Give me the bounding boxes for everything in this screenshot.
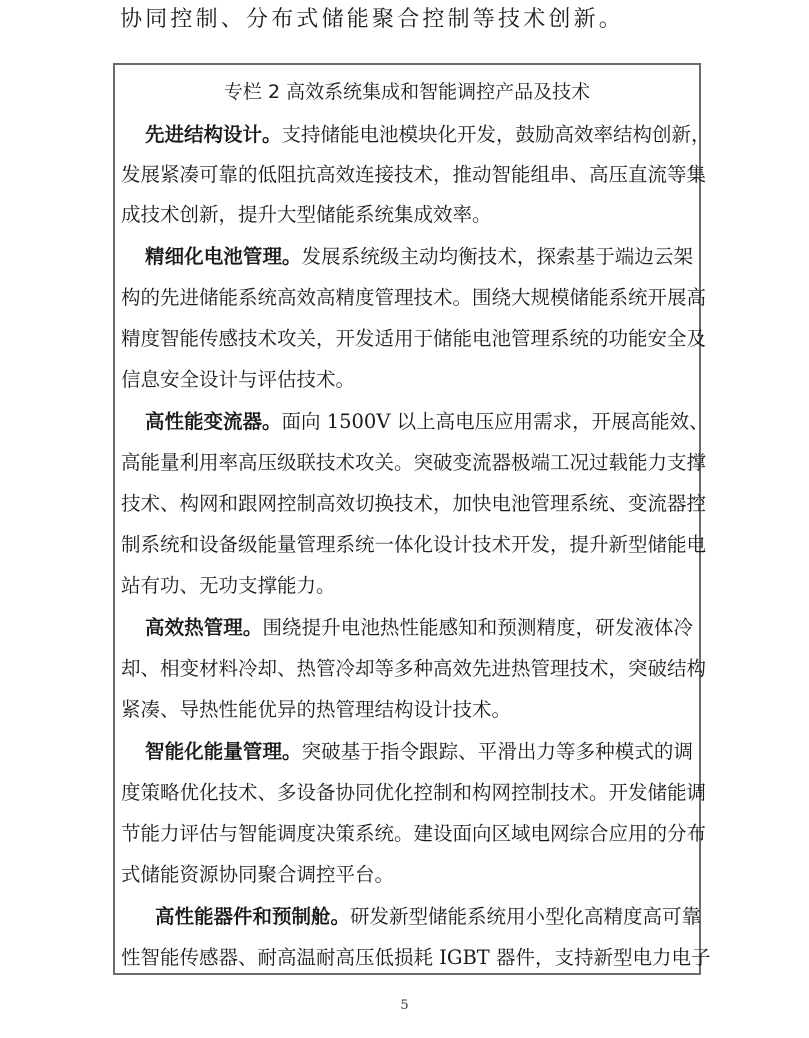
- section-text: 突破基于指令跟踪、平滑出力等多种模式的调: [301, 740, 693, 763]
- section-heading: 高性能变流器。: [145, 410, 282, 433]
- section-text: 支持储能电池模块化开发，鼓励高效率结构创新，: [281, 123, 711, 146]
- section-text: 发展系统级主动均衡技术，探索基于端边云架: [301, 245, 693, 268]
- section-line: 高能量利用率高压级联技术攻关。突破变流器极端工况过载能力支撑: [121, 451, 707, 474]
- page-number: 5: [400, 998, 409, 1013]
- box-title: 专栏 2 高效系统集成和智能调控产品及技术: [223, 81, 591, 103]
- section-line: [145, 408, 709, 436]
- section-line: [155, 903, 702, 931]
- section-line: 构的先进储能系统高效高精度管理技术。围绕大规模储能系统开展高: [121, 286, 707, 309]
- section-line: 式储能资源协同聚合调控平台。: [121, 863, 395, 886]
- lead-paragraph-line: 协同控制、分布式储能聚合控制等技术创新。: [120, 7, 625, 32]
- section-text: 面向 1500V 以上高电压应用需求，开展高能效、: [281, 410, 709, 433]
- section-line: 站有功、无功支撑能力。: [121, 574, 336, 597]
- section-line: 制系统和设备级能量管理系统一体化设计技术开发，提升新型储能电: [121, 533, 707, 556]
- section-heading: 高效热管理。: [145, 616, 263, 639]
- section-heading: 高性能器件和预制舱。: [155, 905, 351, 928]
- section-line: [145, 121, 711, 149]
- section-line: [145, 738, 693, 766]
- section-line: [145, 614, 693, 642]
- section-line: 精度智能传感技术攻关，开发适用于储能电池管理系统的功能安全及: [121, 327, 707, 350]
- section-heading: 先进结构设计。: [145, 123, 282, 146]
- sidebar-box: [113, 63, 711, 975]
- section-line: 紧凑、导热性能优异的热管理结构设计技术。: [121, 698, 512, 721]
- section-line: 信息安全设计与评估技术。: [121, 368, 356, 391]
- section-line: 节能力评估与智能调度决策系统。建设面向区域电网综合应用的分布: [121, 822, 707, 845]
- section-line: 度策略优化技术、多设备协同优化控制和构网控制技术。开发储能调: [121, 781, 707, 804]
- section-heading: 精细化电池管理。: [145, 245, 302, 268]
- section-line: 成技术创新，提升大型储能系统集成效率。: [121, 203, 492, 226]
- section-line: 却、相变材料冷却、热管冷却等多种高效先进热管理技术，突破结构: [121, 657, 707, 680]
- section-line: [145, 243, 693, 271]
- section-text: 围绕提升电池热性能感知和预测精度，研发液体冷: [262, 616, 693, 639]
- section-line: 性智能传感器、耐高温耐高压低损耗 IGBT 器件，支持新型电力电子: [121, 946, 711, 969]
- section-line: 技术、构网和跟网控制高效切换技术，加快电池管理系统、变流器控: [121, 492, 707, 515]
- section-text: 研发新型储能系统用小型化高精度高可靠: [350, 905, 702, 928]
- section-heading: 智能化能量管理。: [145, 740, 302, 763]
- section-line: 发展紧凑可靠的低阻抗高效连接技术，推动智能组串、高压直流等集: [121, 163, 707, 186]
